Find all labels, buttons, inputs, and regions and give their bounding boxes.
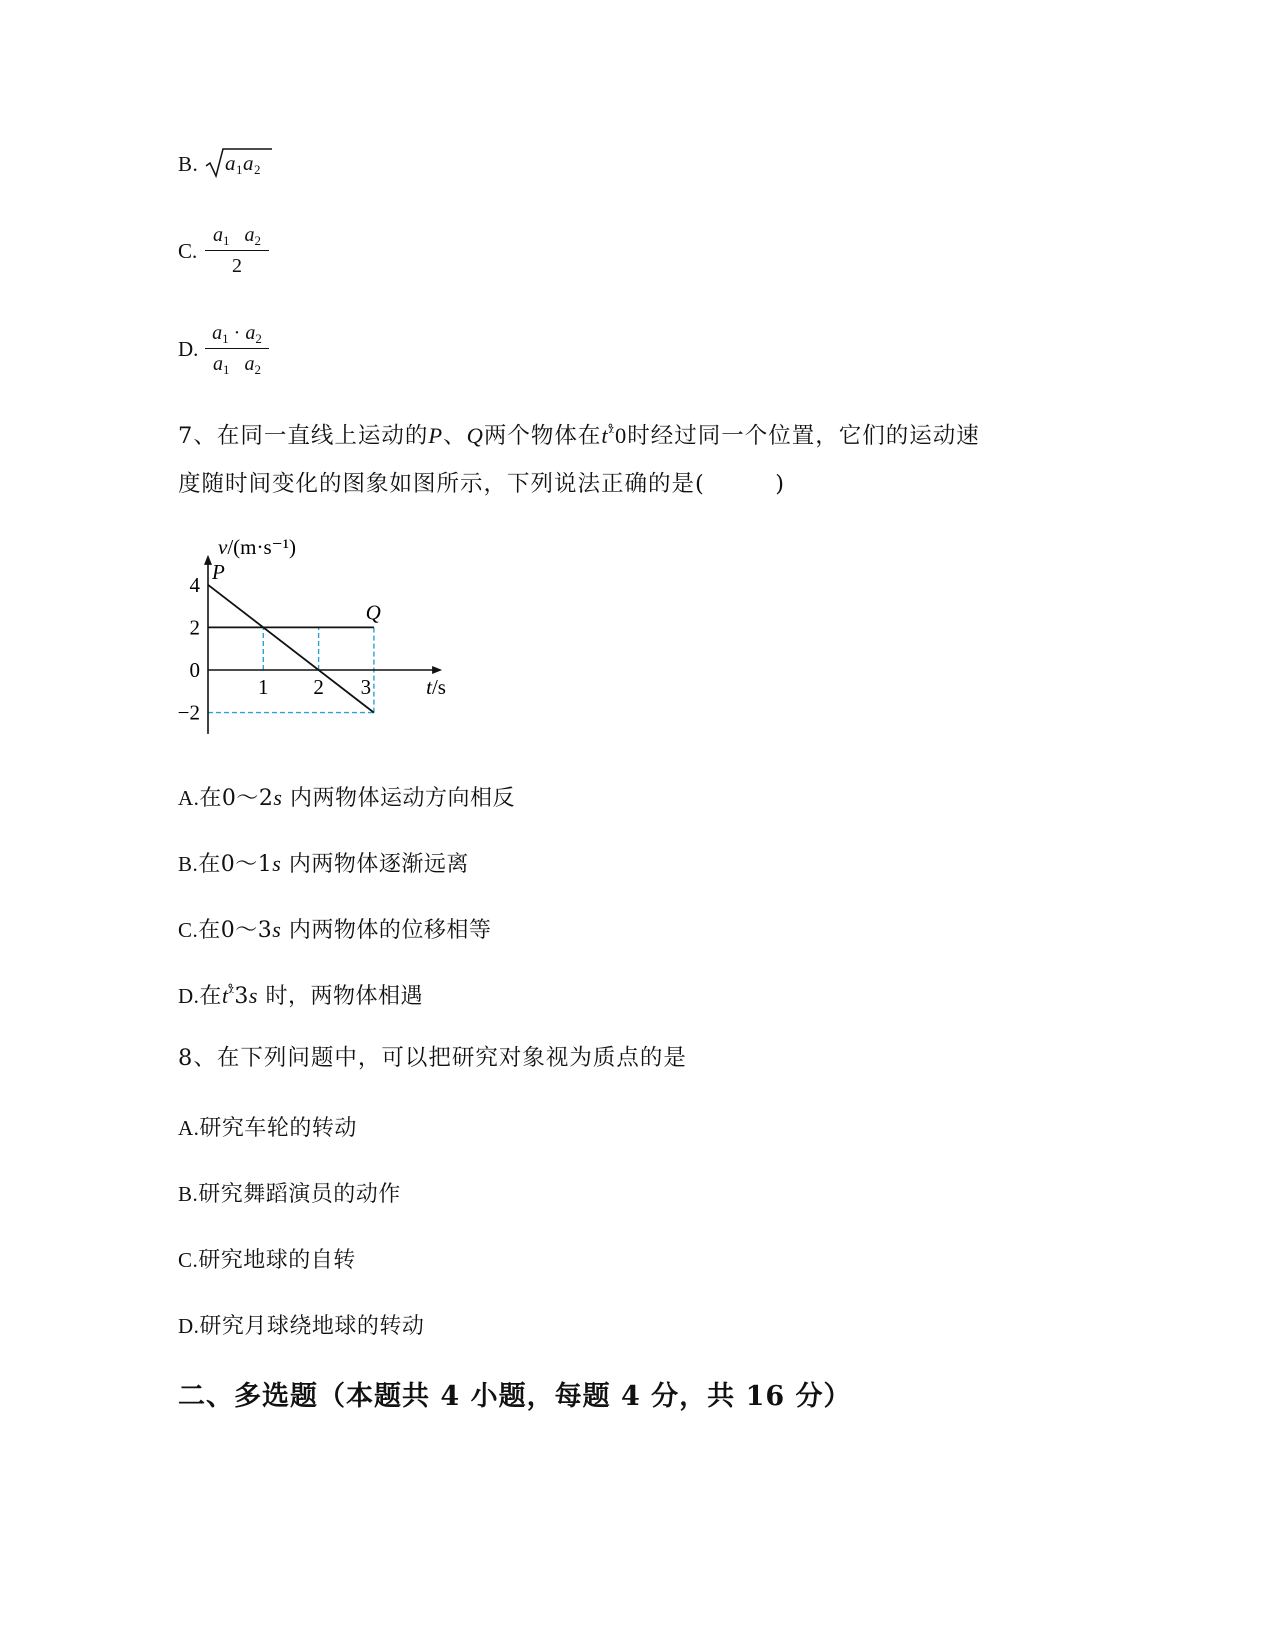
velocity-time-chart: [177, 528, 460, 758]
question-7-line2: 度随时间变化的图象如图所示，下列说法正确的是( ): [178, 471, 786, 497]
option-label: C.: [178, 239, 198, 263]
q7-option-a: A.在0～2s 内两物体运动方向相反: [178, 785, 515, 811]
question-7: [178, 408, 1078, 508]
series-label-P: P: [212, 559, 225, 584]
y-tick-label: 0: [189, 658, 200, 682]
q7-option-d: D.在$t^{ᵡ̊}3s$ 时，两物体相遇: [178, 983, 423, 1009]
question-7-line1: 7、在同一直线上运动的P、Q两个物体在$t^{ᵡ̊}0$时经过同一个位置，它们的运动速: [178, 423, 980, 449]
y-tick-label: 2: [189, 615, 200, 640]
q8-option-c: C.研究地球的自转: [178, 1248, 356, 1273]
q8-option-b: B.研究舞蹈演员的动作: [178, 1182, 401, 1207]
section-2-title: 二、多选题（本题共 4 小题，每题 4 分，共 16 分）: [178, 1381, 852, 1412]
fraction-c: $a_1$ $a_2$ 2: [205, 222, 269, 279]
y-axis-arrow-icon: [204, 555, 212, 565]
question-8: 8、在下列问题中，可以把研究对象视为质点的是: [178, 1045, 687, 1071]
fraction-d: $a_1 \cdot a_2$ $a_1$ $a_2$: [205, 320, 269, 377]
x-tick-label: 1: [258, 675, 269, 699]
q7-option-b: B.在0～1s 内两物体逐渐远离: [178, 851, 469, 877]
x-tick-label: 2: [313, 675, 324, 699]
x-axis-arrow-icon: [432, 666, 442, 674]
series-line-P: [208, 585, 374, 713]
q8-option-a: A.研究车轮的转动: [178, 1116, 357, 1141]
option-label: D.: [178, 337, 199, 361]
y-tick-label: −2: [177, 700, 200, 725]
y-axis-label: v/(m·s⁻¹): [218, 535, 297, 559]
x-axis-label: t/s: [426, 675, 446, 699]
sqrt-expression: $a_1a_2$: [225, 151, 261, 177]
y-tick-label: 4: [189, 572, 200, 597]
x-tick-label: 3: [360, 675, 372, 699]
series-label-Q: Q: [365, 600, 381, 625]
q8-option-d: D.研究月球绕地球的转动: [178, 1314, 425, 1339]
q7-option-c: C.在0～3s 内两物体的位移相等: [178, 917, 492, 943]
option-label: B.: [178, 152, 199, 176]
